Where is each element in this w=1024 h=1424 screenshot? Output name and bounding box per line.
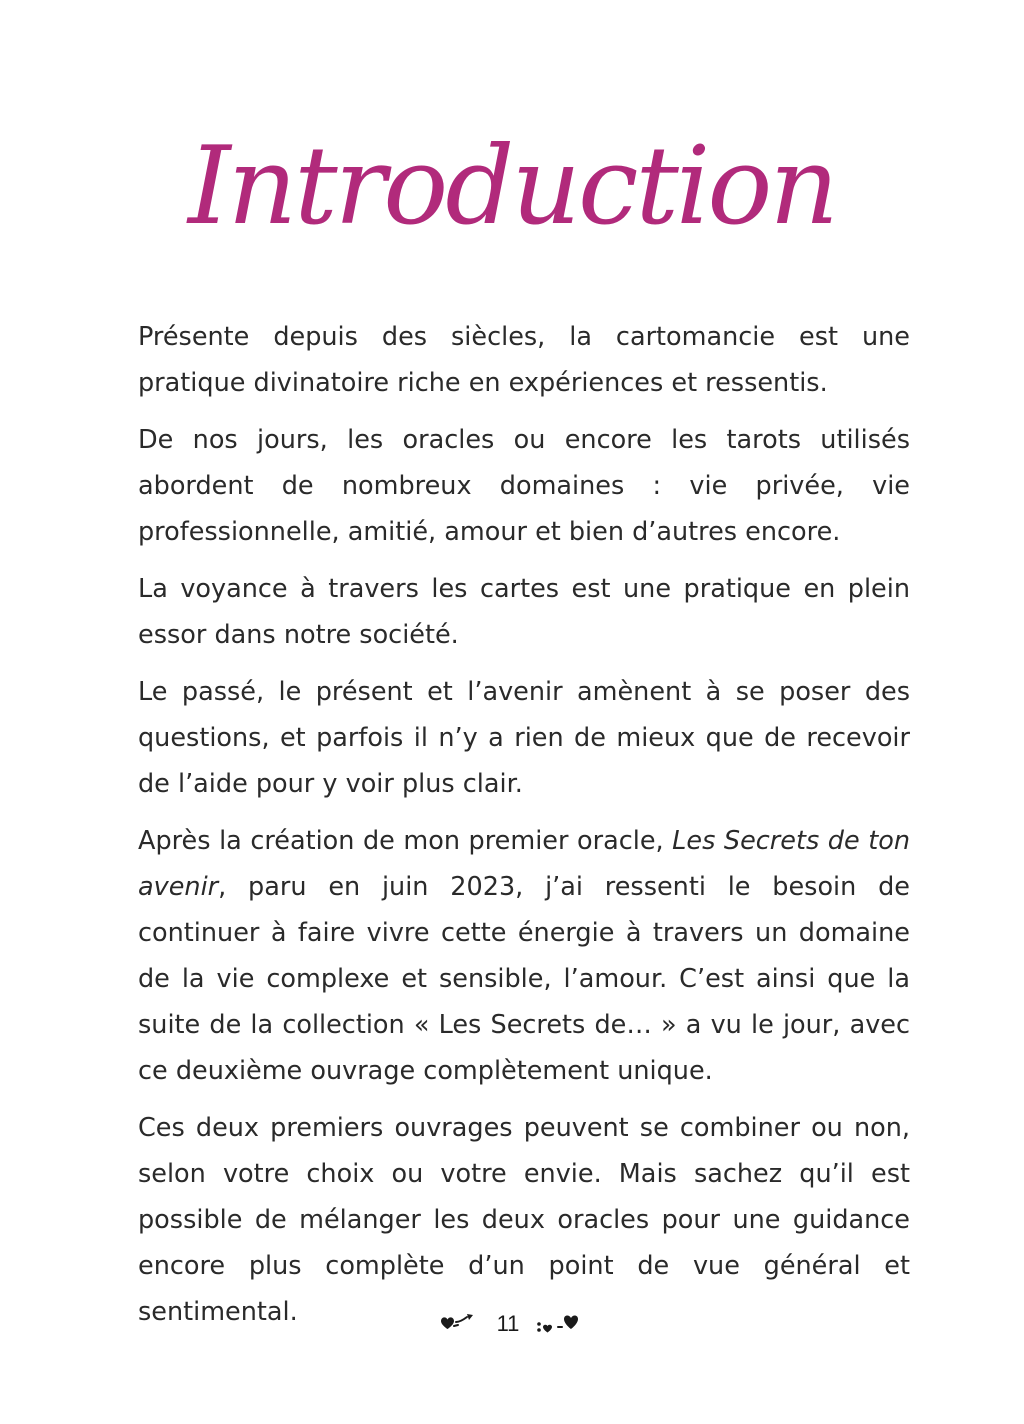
paragraph-2: De nos jours, les oracles ou encore les tarots utilisés abordent de nombreux domaines : vie privée, vie professionnelle, amitié, amour et bien d’autres encore. — [138, 425, 910, 547]
paragraph-5 — [138, 818, 910, 1094]
paragraph-1: Présente depuis des siècles, la cartomancie est une pratique divinatoire riche en expériences et ressentis. — [138, 322, 910, 398]
paragraph-4: Le passé, le présent et l’avenir amènent à se poser des questions, et parfois il n’y a rien de mieux que de recevoir de l’aide pour y voir plus clair. — [138, 677, 910, 799]
page-footer — [0, 1306, 1024, 1343]
paragraph-6: Ces deux premiers ouvrages peuvent se combiner ou non, selon votre choix ou votre envie. Mais sachez qu’il est possible de mélanger les deux oracles pour une guidance encore plus complète d’un point de vue général et sentimental. — [138, 1113, 910, 1327]
hearts-icon — [536, 1312, 584, 1337]
book-title-italic: Les Secrets de ton avenir — [138, 826, 910, 902]
page-title: Introduction — [188, 124, 836, 249]
page-number: 11 — [496, 1311, 520, 1336]
heart-arrow-icon — [440, 1312, 487, 1337]
body-text — [138, 314, 910, 1346]
paragraph-3: La voyance à travers les cartes est une pratique en plein essor dans notre société. — [138, 574, 910, 650]
paragraph-5-end: , paru en juin 2023, j’ai ressenti le besoin de continuer à faire vivre cette énergie à travers un domaine de la vie complexe et sensible, l’amour. C’est ainsi que la suite de la collection « Les Secrets de… » a vu le jour, avec ce deuxième ouvrage complètement unique. — [138, 872, 910, 1086]
paragraph-5-start: Après la création de mon premier oracle, — [138, 826, 673, 856]
